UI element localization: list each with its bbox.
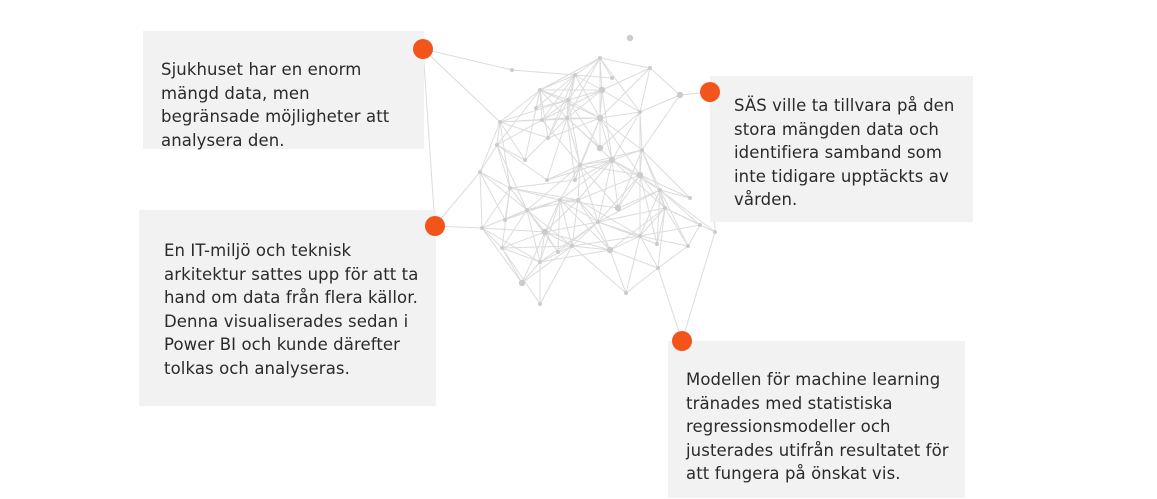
network-node: [663, 206, 667, 210]
network-node: [538, 88, 542, 92]
network-node: [523, 158, 527, 162]
network-edge: [658, 208, 665, 268]
network-node: [610, 76, 614, 80]
network-node: [576, 198, 580, 202]
network-edge: [510, 180, 575, 188]
network-node: [525, 208, 529, 212]
network-node: [688, 196, 692, 200]
network-node: [570, 244, 574, 248]
network-node: [658, 188, 662, 192]
network-node: [698, 223, 702, 227]
network-node: [624, 291, 628, 295]
network-node: [498, 120, 502, 124]
network-node: [573, 73, 577, 77]
orange-dot-marker: [413, 39, 433, 59]
orange-dot-marker: [672, 331, 692, 351]
network-node: [638, 234, 642, 238]
network-node: [599, 87, 605, 93]
network-edge: [480, 145, 497, 172]
network-edge: [642, 150, 690, 198]
network-node: [495, 143, 499, 147]
network-edge: [522, 262, 540, 283]
network-node: [538, 260, 542, 264]
card-text: Modellen för machine learning tränades med statistiska regressionsmodeller och justerades utifrån resultatet för att fungera på önskat vis.: [686, 370, 949, 483]
network-edge: [497, 90, 540, 145]
network-node: [597, 145, 603, 151]
network-node: [545, 178, 549, 182]
network-edge: [540, 246, 572, 304]
network-node: [627, 35, 633, 41]
network-node: [538, 302, 542, 306]
network-node: [596, 220, 600, 224]
network-edge: [612, 112, 640, 160]
network-node: [566, 98, 570, 102]
network-edge: [558, 200, 560, 252]
network-node: [558, 198, 562, 202]
network-edge: [658, 268, 682, 341]
info-card-data-volume: [143, 31, 424, 149]
network-node: [573, 178, 577, 182]
card-text: En IT-miljö och teknisk arkitektur sattes upp för att ta hand om data från flera källor. Denna visualiserades sedan i Power BI och kunde därefter tolkas och analyseras.: [164, 241, 419, 378]
network-node: [677, 92, 683, 98]
network-node: [503, 218, 507, 222]
network-edge: [688, 225, 700, 246]
network-node: [638, 110, 642, 114]
network-edge: [497, 145, 547, 180]
info-card-it-environment: [139, 210, 436, 406]
network-node: [519, 280, 525, 286]
network-edge: [423, 49, 500, 122]
network-edge: [650, 68, 680, 95]
network-edge: [542, 120, 580, 165]
network-node: [637, 172, 643, 178]
network-node: [500, 246, 504, 250]
network-node: [480, 226, 484, 230]
network-edge: [540, 250, 610, 262]
network-edge: [512, 70, 575, 75]
network-edge: [600, 58, 650, 68]
network-edge: [600, 58, 640, 112]
network-node: [713, 230, 717, 234]
network-edge: [522, 246, 572, 283]
network-edge: [423, 49, 512, 70]
network-node: [510, 68, 514, 72]
network-edge: [567, 118, 612, 160]
network-node: [686, 244, 690, 248]
network-node: [534, 106, 538, 110]
network-node: [615, 205, 621, 211]
network-node: [578, 163, 582, 167]
network-node: [508, 186, 512, 190]
network-node: [609, 157, 615, 163]
network-edge: [640, 68, 650, 112]
network-edge: [658, 246, 688, 268]
network-edge: [682, 232, 715, 341]
orange-dot-marker: [700, 82, 720, 102]
network-edge: [602, 90, 640, 112]
network-node: [656, 266, 660, 270]
network-edge: [602, 68, 650, 90]
network-node: [478, 170, 482, 174]
card-text: Sjukhuset har en enorm mängd data, men begränsade möjligheter att analysera den.: [161, 60, 390, 150]
network-node: [546, 136, 550, 140]
network-node: [540, 118, 544, 122]
network-edge: [640, 236, 688, 246]
network-edge: [602, 90, 612, 160]
network-node: [607, 247, 613, 253]
network-edge: [626, 236, 640, 293]
network-edge: [480, 172, 527, 210]
card-text: SÄS ville ta tillvara på den stora mängden data och identifiera samband som inte tidigare upptäckts av vården.: [734, 96, 955, 209]
network-edge: [423, 49, 435, 226]
network-edge: [480, 172, 482, 228]
network-node: [655, 242, 659, 246]
network-edge: [482, 228, 522, 283]
orange-dot-marker: [425, 216, 445, 236]
network-node: [597, 115, 603, 121]
network-node: [565, 116, 569, 120]
info-card-machine-learning: [668, 341, 965, 498]
info-card-goal: [710, 76, 973, 222]
network-node: [556, 250, 560, 254]
network-node: [542, 229, 548, 235]
network-node: [648, 66, 652, 70]
network-node: [598, 56, 602, 60]
network-node: [640, 148, 644, 152]
